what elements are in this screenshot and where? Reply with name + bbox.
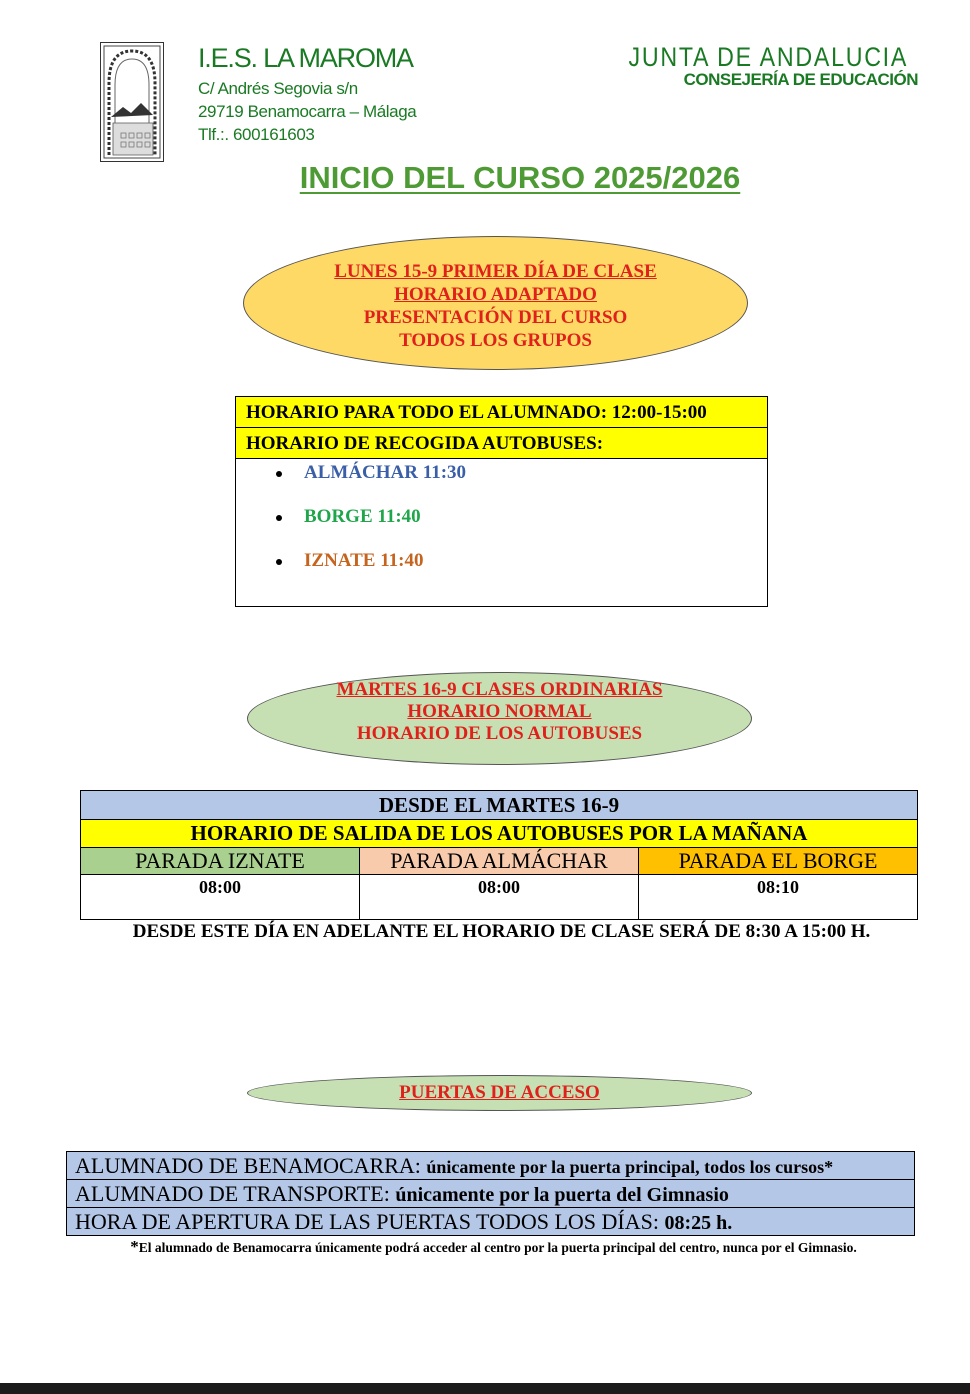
table-row (67, 1180, 914, 1208)
page-title: INICIO DEL CURSO 2025/2026 (299, 160, 741, 195)
access-ellipse (247, 1075, 752, 1111)
first-day-ellipse (243, 236, 748, 370)
stop-time-almachar: 08:00 (360, 875, 639, 920)
first-day-line-4: TODOS LOS GRUPOS (399, 330, 592, 351)
adapted-schedule-box (235, 396, 768, 607)
school-phone: Tlf.:. 600161603 (198, 125, 315, 144)
bottom-bar (0, 1383, 970, 1394)
bus-table-title: DESDE EL MARTES 16-9 (81, 791, 918, 820)
stop-name-almachar: PARADA ALMÁCHAR (360, 848, 639, 875)
first-day-line-1: LUNES 15-9 PRIMER DÍA DE CLASE (334, 261, 657, 282)
junta-title: JUNTA DE ANDALUCIA (628, 42, 908, 72)
stop-name-borge: PARADA EL BORGE (639, 848, 918, 875)
pickup-iznate: IZNATE 11:40 (304, 550, 424, 571)
class-hours-note: DESDE ESTE DÍA EN ADELANTE EL HORARIO DE CLASE SERÁ DE 8:30 A 15:00 H. (132, 921, 871, 942)
second-day-line-1: MARTES 16-9 CLASES ORDINARIAS (336, 679, 663, 700)
stop-name-iznate: PARADA IZNATE (81, 848, 360, 875)
access-row-transport-label: ALUMNADO DE TRANSPORTE: (75, 1181, 390, 1206)
list-item (236, 547, 767, 591)
footnote-text: El alumnado de Benamocarra únicamente podrá acceder al centro por la puerta principal del centro, nunca por el Gimnasio. (138, 1240, 857, 1255)
list-item (236, 459, 767, 503)
table-row (67, 1152, 914, 1180)
stop-time-iznate: 08:00 (81, 875, 360, 920)
access-row-transport-value: únicamente por la puerta del Gimnasio (395, 1184, 729, 1206)
access-footnote (66, 1237, 921, 1257)
footnote-mark: * (130, 1237, 139, 1256)
school-address: C/ Andrés Segovia s/n (198, 79, 358, 98)
second-day-line-2: HORARIO NORMAL (407, 701, 592, 722)
second-day-line-3: HORARIO DE LOS AUTOBUSES (356, 723, 643, 744)
first-day-line-3: PRESENTACIÓN DEL CURSO (363, 307, 628, 328)
bus-pickup-header: HORARIO DE RECOGIDA AUTOBUSES: (236, 428, 767, 459)
second-day-ellipse (247, 672, 752, 765)
pickup-almachar: ALMÁCHAR 11:30 (304, 462, 467, 483)
pickup-borge: BORGE 11:40 (304, 506, 421, 527)
access-ellipse-label: PUERTAS DE ACCESO (399, 1082, 600, 1103)
stop-time-borge: 08:10 (639, 875, 918, 920)
first-day-line-2: HORARIO ADAPTADO (394, 284, 597, 305)
bus-pickup-list (236, 459, 767, 591)
access-row-benamocarra-label: ALUMNADO DE BENAMOCARRA: (75, 1153, 421, 1178)
school-logo (100, 42, 164, 162)
bus-table-subtitle: HORARIO DE SALIDA DE LOS AUTOBUSES POR LA MAÑANA (81, 820, 918, 848)
access-row-opening-value: 08:25 h. (664, 1212, 733, 1234)
students-schedule: HORARIO PARA TODO EL ALUMNADO: 12:00-15:00 (236, 397, 767, 428)
access-row-benamocarra-value: únicamente por la puerta principal, todos los cursos* (426, 1157, 834, 1177)
table-row (67, 1208, 914, 1236)
bus-schedule-table (80, 790, 918, 920)
school-name: I.E.S. LA MAROMA (198, 43, 413, 73)
access-table (66, 1151, 915, 1236)
access-row-opening-label: HORA DE APERTURA DE LAS PUERTAS TODOS LOS DÍAS: (75, 1209, 659, 1234)
consejeria-title: CONSEJERÍA DE EDUCACIÓN (683, 70, 918, 89)
list-item (236, 503, 767, 547)
school-city: 29719 Benamocarra – Málaga (198, 102, 417, 121)
